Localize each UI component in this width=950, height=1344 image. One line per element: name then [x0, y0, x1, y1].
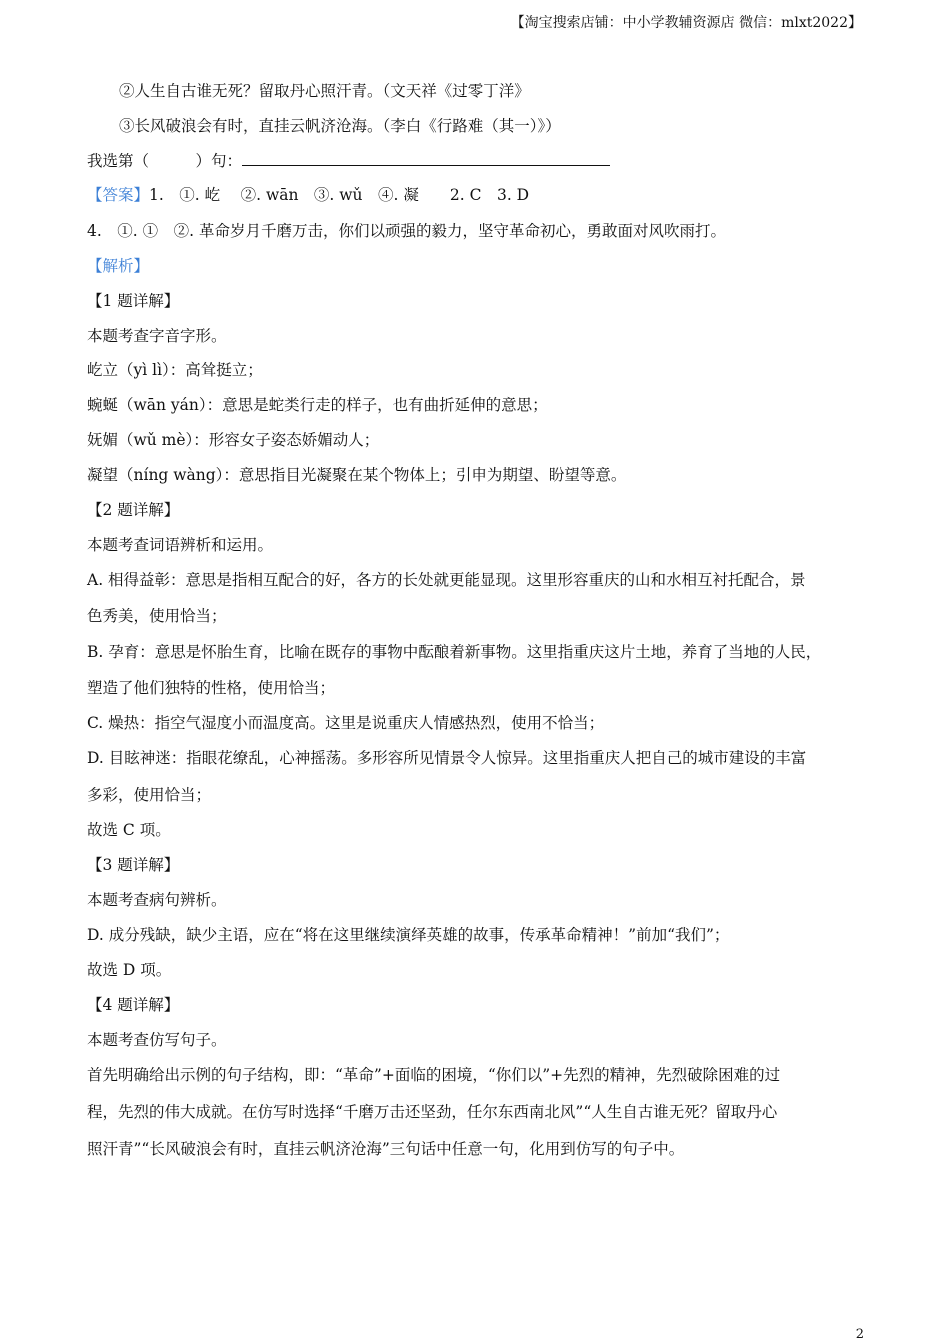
q2-option-c: C. 燥热：指空气湿度小而温度高。这里是说重庆人情感热烈，使用不恰当； — [87, 714, 605, 732]
q3-title: 【3 题详解】 — [87, 856, 180, 874]
answer-line-4: 4. ①. ① ②. 革命岁月千磨万击，你们以顽强的毅力，坚守革命初心，勇敢面对风吹雨打。 — [87, 222, 726, 240]
q4-intro: 本题考查仿写句子。 — [87, 1031, 227, 1049]
q3-intro: 本题考查病句辨析。 — [87, 891, 227, 909]
quote-line-3: ③长风破浪会有时，直挂云帆济沧海。（李白《行路难（其一）》） — [119, 117, 561, 135]
q4-paragraph-line1: 首先明确给出示例的句子结构，即：“革命”+面临的困境，“你们以”+先烈的精神，先烈破除困难的过 — [87, 1066, 781, 1084]
q2-intro: 本题考查词语辨析和运用。 — [87, 536, 274, 554]
q4-paragraph-line2: 程，先烈的伟大成就。在仿写时选择“千磨万击还坚劲，任尔东西南北风”“人生自古谁无死？留取丹心 — [87, 1103, 778, 1121]
quote-line-2: ②人生自古谁无死？留取丹心照汗青。（文天祥《过零丁洋》 — [119, 82, 530, 100]
q2-conclusion: 故选 C 项。 — [87, 821, 171, 839]
choice-prefix: 我选第（ ）句： — [87, 152, 243, 170]
answer-tag: 【答案】 — [87, 186, 150, 204]
q3-option-d: D. 成分残缺，缺少主语，应在“将在这里继续演绎英雄的故事，传承革命精神！”前加“我们”； — [87, 926, 730, 944]
q2-option-d-line2: 多彩，使用恰当； — [87, 786, 212, 804]
q1-item-c: 妩媚（wǔ mè）：形容女子姿态娇媚动人； — [87, 431, 380, 449]
q2-option-a-line2: 色秀美，使用恰当； — [87, 607, 227, 625]
q2-option-a-line1: A. 相得益彰：意思是指相互配合的好，各方的长处就更能显现。这里形容重庆的山和水相互衬托配合，景 — [87, 571, 806, 589]
q2-option-b-line1: B. 孕育：意思是怀胎生育，比喻在既存的事物中酝酿着新事物。这里指重庆这片土地，养育了当地的人民， — [87, 643, 822, 661]
analysis-tag: 【解析】 — [87, 257, 150, 275]
q1-intro: 本题考查字音字形。 — [87, 327, 227, 345]
q1-title: 【1 题详解】 — [87, 292, 180, 310]
page-number: 2 — [855, 1327, 864, 1342]
choice-line — [87, 150, 610, 171]
q4-paragraph-line3: 照汗青”“长风破浪会有时，直挂云帆济沧海”三句话中任意一句，化用到仿写的句子中。 — [87, 1140, 685, 1158]
q3-conclusion: 故选 D 项。 — [87, 961, 172, 979]
q2-title: 【2 题详解】 — [87, 501, 180, 519]
answer-text: 1. ①. 屹 ②. wān ③. wǔ ④. 凝 2. C 3. D — [149, 186, 530, 204]
page-header: 【淘宝搜索店铺：中小学教辅资源店 微信：mlxt2022】 — [510, 15, 862, 31]
q1-item-a: 屹立（yì lì）：高耸挺立； — [87, 361, 263, 379]
q1-item-b: 蜿蜒（wān yán）：意思是蛇类行走的样子，也有曲折延伸的意思； — [87, 396, 548, 414]
q4-title: 【4 题详解】 — [87, 996, 180, 1014]
q2-option-d-line1: D. 目眩神迷：指眼花缭乱，心神摇荡。多形容所见情景令人惊异。这里指重庆人把自己的城市建设的丰富 — [87, 749, 807, 767]
answer-blank — [242, 150, 610, 166]
answer-line — [87, 185, 529, 205]
q1-item-d: 凝望（níng wàng）：意思指目光凝聚在某个物体上；引申为期望、盼望等意。 — [87, 466, 627, 484]
q2-option-b-line2: 塑造了他们独特的性格，使用恰当； — [87, 679, 336, 697]
